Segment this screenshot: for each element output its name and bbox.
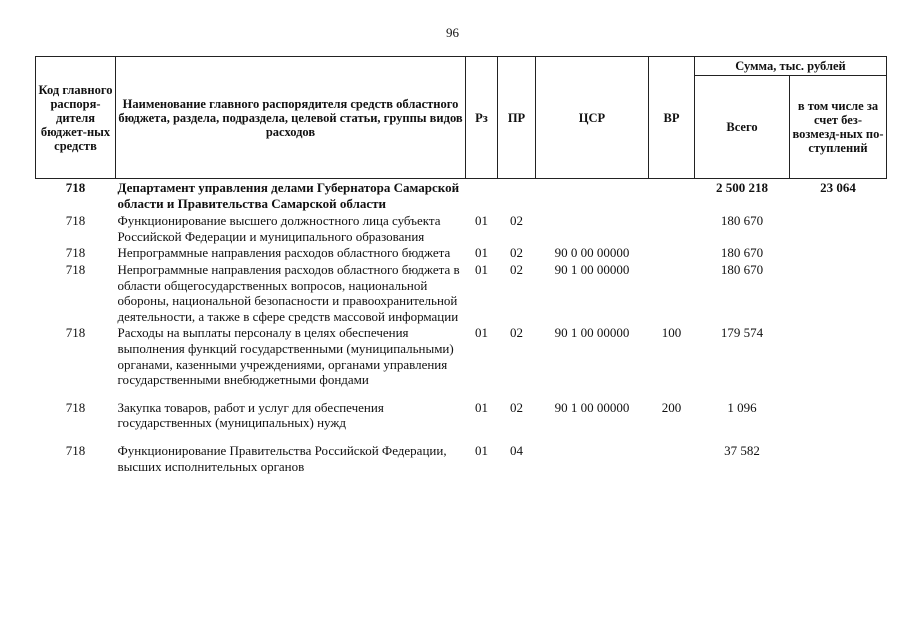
cell-vr: 200: [661, 399, 682, 415]
cell-rz: [466, 179, 498, 213]
cell-rz: 01: [475, 442, 488, 458]
cell-pr: 02: [510, 261, 523, 277]
header-row: [36, 57, 887, 76]
cell-total: 180 670: [720, 245, 764, 261]
cell-pr: 02: [510, 245, 523, 261]
cell-vr: [649, 244, 695, 261]
budget-table: [35, 56, 887, 474]
cell-code: 718: [65, 213, 86, 229]
cell-code: 718: [65, 399, 86, 415]
header-total: Всего: [695, 76, 790, 179]
cell-free: [790, 324, 887, 398]
cell-pr: 02: [510, 325, 523, 341]
table-row: [36, 399, 887, 442]
cell-rz: 01: [475, 245, 488, 261]
cell-csr: 90 1 00 00000: [554, 261, 630, 277]
table-row: [36, 324, 887, 398]
cell-name: Расходы на выплаты персоналу в целях обеспечения выполнения функций государственными (муниципальными) органами, казенными учреждениями, органами управления государственными внебюджетными фондами: [117, 325, 454, 388]
cell-total: 180 670: [720, 213, 764, 229]
cell-total: 1 096: [727, 399, 757, 415]
cell-pr: [498, 179, 536, 213]
cell-vr: [649, 261, 695, 324]
table-row: [36, 261, 887, 324]
cell-code: 718: [65, 261, 86, 277]
cell-free: [790, 244, 887, 261]
header-free: в том числе за счет без-возмезд-ных по-ступлений: [790, 76, 887, 179]
cell-pr: 04: [510, 442, 523, 458]
cell-total: 37 582: [724, 442, 760, 458]
cell-pr: 02: [510, 399, 523, 415]
cell-csr: 90 1 00 00000: [554, 399, 630, 415]
table-row: [36, 244, 887, 261]
cell-rz: 01: [475, 325, 488, 341]
cell-pr: 02: [510, 213, 523, 229]
header-sum: Сумма, тыс. рублей: [695, 57, 887, 76]
cell-name: Непрограммные направления расходов областного бюджета в области общегосударственных вопросов, национальной обороны, национальной безопасности и правоохранительной деятельности, а также в сфере средств массовой информации: [117, 261, 460, 324]
cell-name: Закупка товаров, работ и услуг для обеспечения государственных (муниципальных) нужд: [117, 399, 384, 431]
cell-rz: 01: [475, 213, 488, 229]
cell-total: 180 670: [720, 261, 764, 277]
cell-vr: [649, 212, 695, 244]
cell-rz: 01: [475, 399, 488, 415]
header-code: Код главного распоря-дителя бюджет-ных средств: [36, 57, 116, 179]
cell-rz: 01: [475, 261, 488, 277]
cell-code: 718: [65, 180, 86, 195]
cell-name: Департамент управления делами Губернатора Самарской области и Правительства Самарской области: [117, 180, 460, 211]
header-pr: ПР: [498, 57, 536, 179]
header-rz: Рз: [466, 57, 498, 179]
page-number: 96: [446, 25, 459, 40]
table-row: [36, 212, 887, 244]
cell-vr: [649, 179, 695, 213]
cell-name: Функционирование высшего должностного лица субъекта Российской Федерации и муниципального образования: [117, 213, 441, 244]
cell-total: 179 574: [720, 325, 764, 341]
cell-free: [790, 261, 887, 324]
cell-csr: 90 0 00 00000: [554, 245, 630, 261]
cell-csr: 90 1 00 00000: [554, 325, 630, 341]
cell-csr: [536, 179, 649, 213]
cell-code: 718: [65, 245, 86, 261]
header-vr: ВР: [649, 57, 695, 179]
cell-vr: [649, 442, 695, 474]
cell-code: 718: [65, 325, 86, 341]
cell-vr: 100: [661, 325, 682, 341]
cell-free: [790, 399, 887, 442]
header-name: Наименование главного распорядителя средств областного бюджета, раздела, подраздела, целевой статьи, группы видов расходов: [116, 57, 466, 179]
cell-total: 2 500 218: [716, 180, 768, 195]
cell-csr: [536, 212, 649, 244]
cell-free: [790, 442, 887, 474]
header-csr: ЦСР: [536, 57, 649, 179]
cell-free: [790, 212, 887, 244]
table-row: [36, 179, 887, 213]
cell-csr: [536, 442, 649, 474]
table-row: [36, 442, 887, 474]
cell-free: 23 064: [820, 180, 856, 195]
cell-name: Функционирование Правительства Российской Федерации, высших исполнительных органов: [117, 442, 447, 474]
cell-code: 718: [65, 442, 86, 458]
cell-name: Непрограммные направления расходов областного бюджета: [117, 245, 451, 261]
